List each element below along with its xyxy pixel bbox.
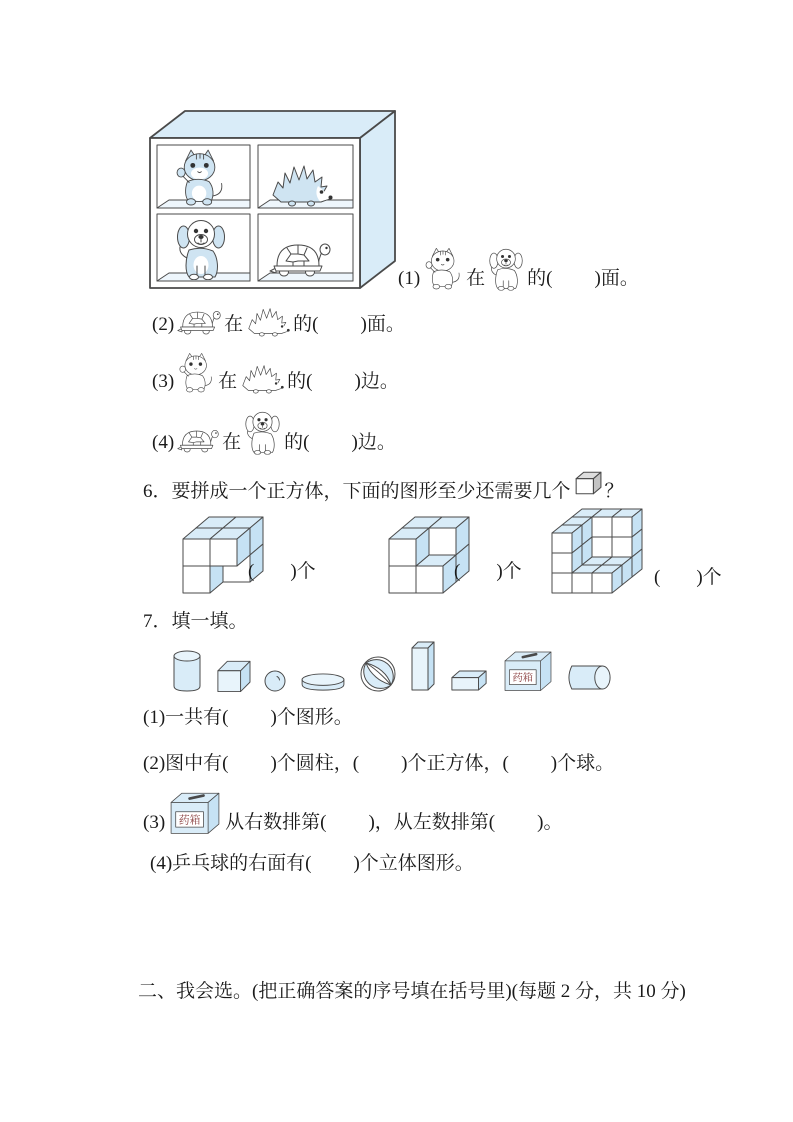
text: )个球。 [550, 753, 615, 774]
text: 的( [527, 268, 553, 290]
ball-small-icon [264, 670, 286, 692]
dog-icon [488, 247, 524, 291]
text: )个立体图形。 [353, 853, 474, 874]
cylinder-standing-icon [172, 650, 202, 692]
text: )边。 [354, 371, 399, 393]
text: 的( [284, 432, 310, 454]
q6-caption-a [248, 556, 316, 583]
q7-shapes-row [172, 640, 612, 692]
q7-item-1 [143, 706, 353, 730]
q7-item-2 [143, 752, 614, 776]
question-number: 7． [143, 611, 172, 632]
section-heading-text: 二、我会选。(把正确答案的序号填在括号里)(每题 2 分，共 10 分) [138, 981, 686, 1002]
text: 的( [287, 371, 313, 393]
hedgehog-icon [240, 362, 284, 394]
dog-icon [244, 410, 281, 455]
text: 从右数排第( [225, 812, 327, 834]
medicine-box-icon [168, 790, 222, 835]
text: (2)图中有( [143, 753, 229, 774]
question-text: 填一填。 [171, 611, 248, 632]
answer-blank [228, 775, 270, 776]
section-2-heading [138, 976, 686, 1003]
text: )。 [537, 812, 563, 834]
answer-blank [228, 729, 270, 730]
question-number: 6． [143, 481, 172, 503]
text: 在 [218, 371, 238, 393]
text: ( [454, 561, 461, 582]
item-number: (3) [152, 371, 175, 393]
q5-item-3 [152, 352, 399, 394]
cabinet-figure [145, 103, 400, 293]
q5-item-1 [398, 247, 639, 291]
cube-figure-c [547, 508, 647, 598]
text: (1)一共有( [143, 707, 229, 728]
text: (4)乒乓球的右面有( [150, 853, 312, 874]
text: )个图形。 [270, 707, 353, 728]
item-number: (1) [398, 268, 421, 290]
cylinder-flat-icon [300, 673, 346, 692]
item-number: (4) [152, 432, 175, 454]
q7-item-4 [150, 852, 474, 876]
answer-blank [310, 454, 352, 455]
text: )个 [496, 561, 522, 582]
text: 的( [293, 314, 319, 336]
medicine-box-icon [502, 649, 554, 692]
unit-cube-icon [574, 470, 602, 496]
q6-prompt [143, 470, 624, 504]
text: )个 [696, 567, 722, 588]
answer-blank [359, 775, 401, 776]
cylinder-lying-icon [568, 663, 612, 692]
text: )面。 [594, 268, 639, 290]
ball-striped-icon [360, 656, 396, 692]
answer-blank [553, 290, 595, 291]
cuboid-tall-icon [410, 640, 436, 692]
text: 在 [466, 268, 486, 290]
text: ( [248, 561, 255, 582]
text: )边。 [351, 432, 396, 454]
answer-blank [495, 834, 537, 835]
answer-blank [326, 834, 368, 835]
q5-item-2 [152, 305, 405, 337]
cat-icon [177, 352, 215, 394]
answer-blank [509, 775, 551, 776]
cat-icon [423, 247, 463, 291]
q7-item-3 [143, 790, 562, 835]
q6-caption-b [454, 556, 522, 583]
answer-blank [460, 582, 496, 583]
q6-caption-c [654, 562, 722, 589]
item-number: (2) [152, 314, 175, 336]
answer-blank [254, 582, 290, 583]
text: )个圆柱，( [270, 753, 360, 774]
question-text: ？ [604, 481, 624, 503]
answer-blank [660, 588, 696, 589]
q5-item-4 [152, 410, 396, 455]
question-text: 要拼成一个正方体，下面的图形至少还需要几个 [171, 481, 571, 503]
text: 在 [224, 314, 244, 336]
text: )个正方体，( [401, 753, 509, 774]
answer-blank [311, 875, 353, 876]
text: ( [654, 567, 661, 588]
hedgehog-icon [246, 305, 290, 337]
q7-title [143, 610, 248, 634]
text: )面。 [360, 314, 405, 336]
text: 在 [222, 432, 242, 454]
turtle-icon [177, 426, 219, 455]
turtle-icon [177, 307, 221, 337]
cube-icon [216, 659, 250, 692]
text: )，从左数排第( [368, 812, 496, 834]
text: )个 [290, 561, 316, 582]
cuboid-low-icon [450, 669, 488, 692]
answer-blank [313, 393, 355, 394]
item-number: (3) [143, 812, 166, 834]
answer-blank [319, 336, 361, 337]
